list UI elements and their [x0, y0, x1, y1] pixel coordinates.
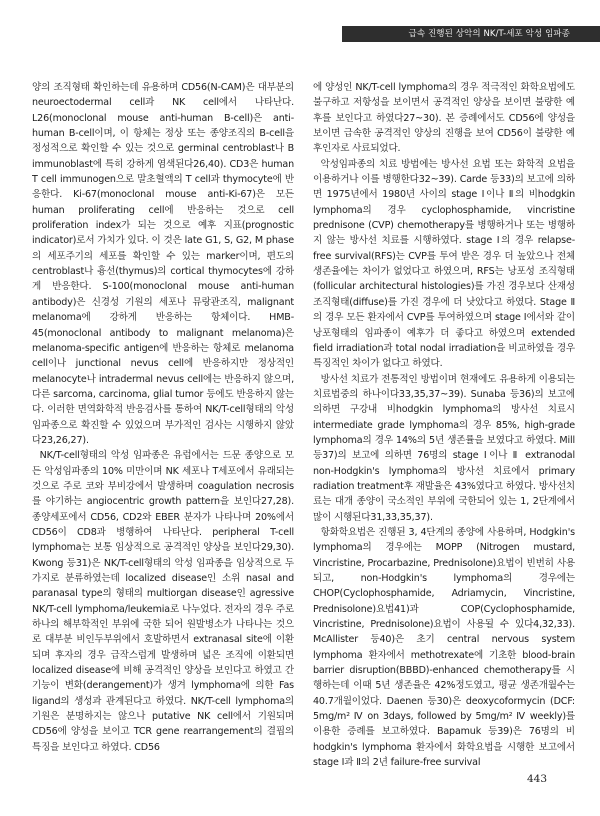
left-column	[32, 80, 294, 780]
right-column	[313, 80, 575, 780]
right-paragraph-2: 악성임파종의 치료 방법에는 방사선 요법 또는 화학적 요법을 이용하거나 이를 병행한다32~39). Carde 등33)의 보고에 의하면 1975년에서 1980년 사이의 stage Ⅰ이나 Ⅱ의 비hodgkin lymphoma의 경우 cyclophosphamide, vincristine prednisone (CVP) chemotherapy를 병행하거나 또는 병행하지 않는 방사선 치료를 시행하였다. stage Ⅰ의 경우 relapse-free survival(RFS)는 CVP를 투여 받은 경우 더 높았으나 전체 생존율에는 차이가 없었다고 하였으며, RFS는 낭포성 조직형태(follicular architectural histologies)를 가진 경우보다 산재성 조직형태(diffuse)를 가진 경우에 더 낫았다고 하였다. Stage Ⅱ의 경우 모든 환자에서 CVP를 투여하였으며 stage Ⅰ에서와 같이 낭포형태의 임파종이 예후가 더 좋다고 하였으며 extended field irradiation과 total nodal irradiation을 비교하였을 경우 특징적인 차이가 없다고 하였다.	[313, 158, 575, 370]
running-header	[0, 26, 600, 42]
left-paragraph-1: 양의 조직형태 확인하는데 유용하며 CD56(N-CAM)은 대부분의 neuroectodermal cell과 NK cell에서 나타난다. L26(monoclonal mouse anti-human B-cell)은 anti-human B-cell이며, 이 항체는 정상 또는 종양조직의 B-cell을 정성적으로 확인할 수 있는 것으로 germinal centroblast나 B immunoblast에 특히 강하게 염색된다26,40). CD3은 human T cell immunogen으로 말초혈액의 T cell과 thymocyte에 반응한다. Ki-67(monoclonal mouse anti-Ki-67)은 모든 human proliferating cell에 반응하는 것으로 cell proliferation index가 되는 것으로 예후 지표(prognostic indicator)로서 가치가 있다. 이 것은 late G1, S, G2, M phase의 세포주기의 세포를 확인할 수 있는 marker이며, 편도의 centroblast나 흉선(thymus)의 cortical thymocytes에 강하게 반응한다. S-100(monoclonal mouse anti-human antibody)은 신경성 기원의 세포나 뮤랑관조직, malignant melanoma에 강하게 반응하는 항체이다. HMB-45(monoclonal antibody to malignant melanoma)은 melanoma-specific antigen에 반응하는 항체로 melanoma cell이나 junctional nevus cell에 반응하지만 정상적인 melanocyte나 intradermal nevus cell에는 반응하지 않으며, 다른 sarcoma, carcinoma, glial tumor 등에도 반응하지 않는다. 이러한 면역화학적 반응검사를 통하여 NK/T-cell형태의 악성 임파종으로 확진할 수 있었으며 부가적인 검사는 시행하지 않았다23,26,27).	[32, 82, 294, 446]
left-paragraph-2: NK/T-cell형태의 악성 임파종은 유럽에서는 드문 종양으로 모든 악성임파종의 10% 미만이며 NK 세포나 T세포에서 유래되는 것으로 주로 코와 부비강에서 발생하며 coagulation necrosis를 야기하는 angiocentric growth pattern을 보인다27,28). 종양세포에서 CD56, CD2와 EBER 분자가 나타나며 20%에서 CD56이 CD8과 병행하여 나타난다. peripheral T-cell lymphoma는 보통 임상적으로 공격적인 양상을 보인다29,30). Kwong 등31)은 NK/T-cell형태의 악성 임파종을 임상적으로 두가지로 분류하였는데 localized disease인 소위 nasal and paranasal type의 형태의 multiorgan disease인 agressive NK/T-cell lymphoma/leukemia로 나누었다. 전자의 경우 주로 하나의 해부학적인 부위에 국한 되어 원발병소가 나타나는 것으로 대부분 비인두부위에서 호발하면서 extranasal site에 이환되며 후자의 경우 급작스럽게 발생하며 넓은 조직에 이환되면 localized disease에 비해 공격적인 양상을 보인다고 하였고 간기능이 변화(derangement)가 생겨 lymphoma에 의한 Fas ligand의 생성과 관계된다고 하였다. NK/T-cell lymphoma의 기원은 분명하지는 않으나 putative NK cell에서 기원되며 CD56에 양성을 보이고 TCR gene rearrangement의 결핍의 특징을 보인다고 하였다. CD56	[32, 450, 294, 753]
right-paragraph-1: 에 양성인 NK/T-cell lymphoma의 경우 적극적인 화학요법에도 불구하고 저항성을 보이면서 공격적인 양상을 보이면 불량한 예후를 보인다고 하였다27~30). 본 증례에서도 CD56에 양성을 보이면 급속한 공격적인 양상의 진행을 보여 CD56이 불량한 예후인자로 사료되었다.	[313, 82, 575, 155]
right-paragraph-4: 항화학요법은 진행된 3, 4단계의 종양에 사용하며, Hodgkin's lymphoma의 경우에는 MOPP (Nitrogen mustard, Vincristine, Procarbazine, Prednisolone)요법이 빈번히 사용되고, non-Hodgkin's lymphoma의 경우에는 CHOP(Cyclophosphamide, Adriamycin, Vincristine, Prednisolone)요법41)과 COP(Cyclophosphamide, Vincristine, Prednisolone)요법이 사용될 수 있다4,32,33). McAllister 등40)은 초기 central nervous system lymphoma 환자에서 methotrexate에 기초한 blood-brain barrier disruption(BBBD)-enhanced chemotherapy를 시행하는데 이때 5년 생존율은 42%정도였고, 평균 생존개월수는 40.7개월이었다. Daenen 등30)은 deoxycoformycin (DCF: 5mg/m² Ⅳ on 3days, followed by 5mg/m² Ⅳ weekly)를 이용한 증례를 보고하였다. Bapamuk 등39)은 76명의 비hodgkin's lymphoma 환자에서 화학요법을 시행한 보고에서 stage Ⅰ과 Ⅱ의 2년 failure-free survival	[313, 526, 575, 769]
right-paragraph-3: 방사선 치료가 전통적인 방법이며 현재에도 유용하게 이용되는 치료법중의 하나이다33,35,37~39). Sunaba 등36)의 보고에 의하면 구강내 비hodgkin lymphoma의 방사선 치료시 intermediate grade lymphoma의 경우 85%, high-grade lymphoma의 경우 14%의 5년 생존률을 보였다고 하였다. Mill 등37)의 보고에 의하면 76명의 stage Ⅰ이나 Ⅱ extranodal non-Hodgkin's lymphoma의 방사선 치료에서 primary radiation treatment후 재발율은 43%였다고 하였다. 방사선치료는 대개 종양이 국소적인 부위에 국한되어 있는 1, 2단계에서 많이 시행된다31,33,35,37).	[313, 373, 575, 523]
page-number: 443	[527, 773, 548, 785]
running-title: 급속 진행된 상악의 NK/T-세포 악성 임파종	[408, 29, 570, 39]
